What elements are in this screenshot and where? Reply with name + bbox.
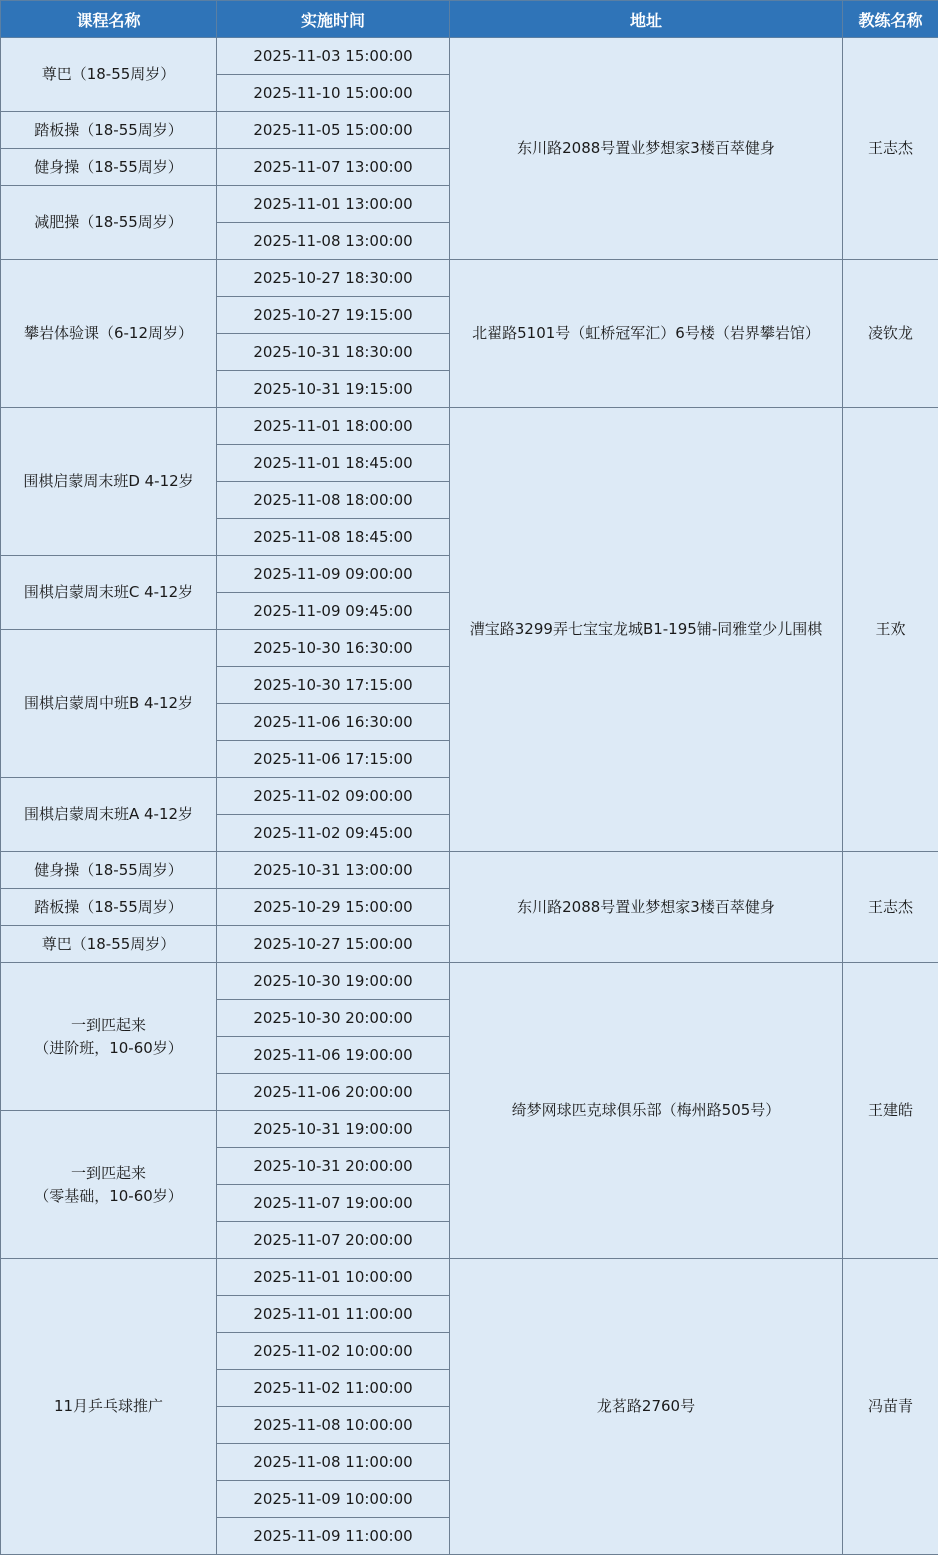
time-cell: 2025-10-31 18:30:00 bbox=[217, 334, 450, 371]
course-name-cell: 健身操（18-55周岁） bbox=[1, 852, 217, 889]
time-cell: 2025-10-30 19:00:00 bbox=[217, 963, 450, 1000]
header-address: 地址 bbox=[450, 1, 843, 38]
time-cell: 2025-10-29 15:00:00 bbox=[217, 889, 450, 926]
course-name-cell: 围棋启蒙周中班B 4-12岁 bbox=[1, 630, 217, 778]
address-cell: 东川路2088号置业梦想家3楼百萃健身 bbox=[450, 852, 843, 963]
time-cell: 2025-11-08 18:00:00 bbox=[217, 482, 450, 519]
course-name-cell: 围棋启蒙周末班D 4-12岁 bbox=[1, 408, 217, 556]
course-name-cell: 11月乒乓球推广 bbox=[1, 1259, 217, 1555]
coach-cell: 王建皓 bbox=[843, 963, 938, 1259]
time-cell: 2025-11-06 20:00:00 bbox=[217, 1074, 450, 1111]
time-cell: 2025-11-01 18:00:00 bbox=[217, 408, 450, 445]
time-cell: 2025-10-30 17:15:00 bbox=[217, 667, 450, 704]
address-cell: 龙茗路2760号 bbox=[450, 1259, 843, 1555]
address-cell: 绮梦网球匹克球俱乐部（梅州路505号） bbox=[450, 963, 843, 1259]
table-row bbox=[1, 1259, 938, 1296]
coach-cell: 凌钦龙 bbox=[843, 260, 938, 408]
header-time: 实施时间 bbox=[217, 1, 450, 38]
coach-cell: 冯苗青 bbox=[843, 1259, 938, 1555]
time-cell: 2025-11-07 19:00:00 bbox=[217, 1185, 450, 1222]
time-cell: 2025-11-08 10:00:00 bbox=[217, 1407, 450, 1444]
course-name-cell: 攀岩体验课（6-12周岁） bbox=[1, 260, 217, 408]
time-cell: 2025-11-08 11:00:00 bbox=[217, 1444, 450, 1481]
time-cell: 2025-11-06 16:30:00 bbox=[217, 704, 450, 741]
time-cell: 2025-11-09 11:00:00 bbox=[217, 1518, 450, 1555]
time-cell: 2025-11-01 11:00:00 bbox=[217, 1296, 450, 1333]
header-course-name: 课程名称 bbox=[1, 1, 217, 38]
time-cell: 2025-11-01 13:00:00 bbox=[217, 186, 450, 223]
course-name-cell: 尊巴（18-55周岁） bbox=[1, 38, 217, 112]
course-name-cell: 健身操（18-55周岁） bbox=[1, 149, 217, 186]
address-cell: 东川路2088号置业梦想家3楼百萃健身 bbox=[450, 38, 843, 260]
time-cell: 2025-11-03 15:00:00 bbox=[217, 38, 450, 75]
coach-cell: 王欢 bbox=[843, 408, 938, 852]
time-cell: 2025-10-30 20:00:00 bbox=[217, 1000, 450, 1037]
time-cell: 2025-11-06 19:00:00 bbox=[217, 1037, 450, 1074]
coach-cell: 王志杰 bbox=[843, 38, 938, 260]
coach-cell: 王志杰 bbox=[843, 852, 938, 963]
table-row bbox=[1, 38, 938, 75]
time-cell: 2025-11-02 10:00:00 bbox=[217, 1333, 450, 1370]
course-name-cell: 围棋启蒙周末班A 4-12岁 bbox=[1, 778, 217, 852]
time-cell: 2025-11-02 09:00:00 bbox=[217, 778, 450, 815]
time-cell: 2025-11-05 15:00:00 bbox=[217, 112, 450, 149]
time-cell: 2025-11-02 09:45:00 bbox=[217, 815, 450, 852]
time-cell: 2025-10-27 19:15:00 bbox=[217, 297, 450, 334]
time-cell: 2025-10-30 16:30:00 bbox=[217, 630, 450, 667]
course-name-cell: 围棋启蒙周末班C 4-12岁 bbox=[1, 556, 217, 630]
time-cell: 2025-11-09 09:00:00 bbox=[217, 556, 450, 593]
header-coach: 教练名称 bbox=[843, 1, 938, 38]
time-cell: 2025-11-07 20:00:00 bbox=[217, 1222, 450, 1259]
time-cell: 2025-10-31 13:00:00 bbox=[217, 852, 450, 889]
time-cell: 2025-11-01 18:45:00 bbox=[217, 445, 450, 482]
time-cell: 2025-10-31 19:15:00 bbox=[217, 371, 450, 408]
course-name-cell: 踏板操（18-55周岁） bbox=[1, 889, 217, 926]
time-cell: 2025-10-31 20:00:00 bbox=[217, 1148, 450, 1185]
course-name-cell: 一到匹起来 （进阶班，10-60岁） bbox=[1, 963, 217, 1111]
table-row bbox=[1, 963, 938, 1000]
table-row bbox=[1, 852, 938, 889]
table-row bbox=[1, 408, 938, 445]
time-cell: 2025-11-06 17:15:00 bbox=[217, 741, 450, 778]
time-cell: 2025-11-02 11:00:00 bbox=[217, 1370, 450, 1407]
course-name-cell: 踏板操（18-55周岁） bbox=[1, 112, 217, 149]
time-cell: 2025-10-31 19:00:00 bbox=[217, 1111, 450, 1148]
course-name-cell: 尊巴（18-55周岁） bbox=[1, 926, 217, 963]
time-cell: 2025-11-08 13:00:00 bbox=[217, 223, 450, 260]
time-cell: 2025-11-01 10:00:00 bbox=[217, 1259, 450, 1296]
course-name-cell: 一到匹起来 （零基础，10-60岁） bbox=[1, 1111, 217, 1259]
time-cell: 2025-11-09 09:45:00 bbox=[217, 593, 450, 630]
time-cell: 2025-10-27 18:30:00 bbox=[217, 260, 450, 297]
time-cell: 2025-11-10 15:00:00 bbox=[217, 75, 450, 112]
address-cell: 北翟路5101号（虹桥冠军汇）6号楼（岩界攀岩馆） bbox=[450, 260, 843, 408]
header-row bbox=[1, 1, 938, 38]
time-cell: 2025-11-08 18:45:00 bbox=[217, 519, 450, 556]
time-cell: 2025-11-09 10:00:00 bbox=[217, 1481, 450, 1518]
course-name-cell: 减肥操（18-55周岁） bbox=[1, 186, 217, 260]
address-cell: 漕宝路3299弄七宝宝龙城B1-195铺-同雅堂少儿围棋 bbox=[450, 408, 843, 852]
table-row bbox=[1, 260, 938, 297]
time-cell: 2025-10-27 15:00:00 bbox=[217, 926, 450, 963]
time-cell: 2025-11-07 13:00:00 bbox=[217, 149, 450, 186]
